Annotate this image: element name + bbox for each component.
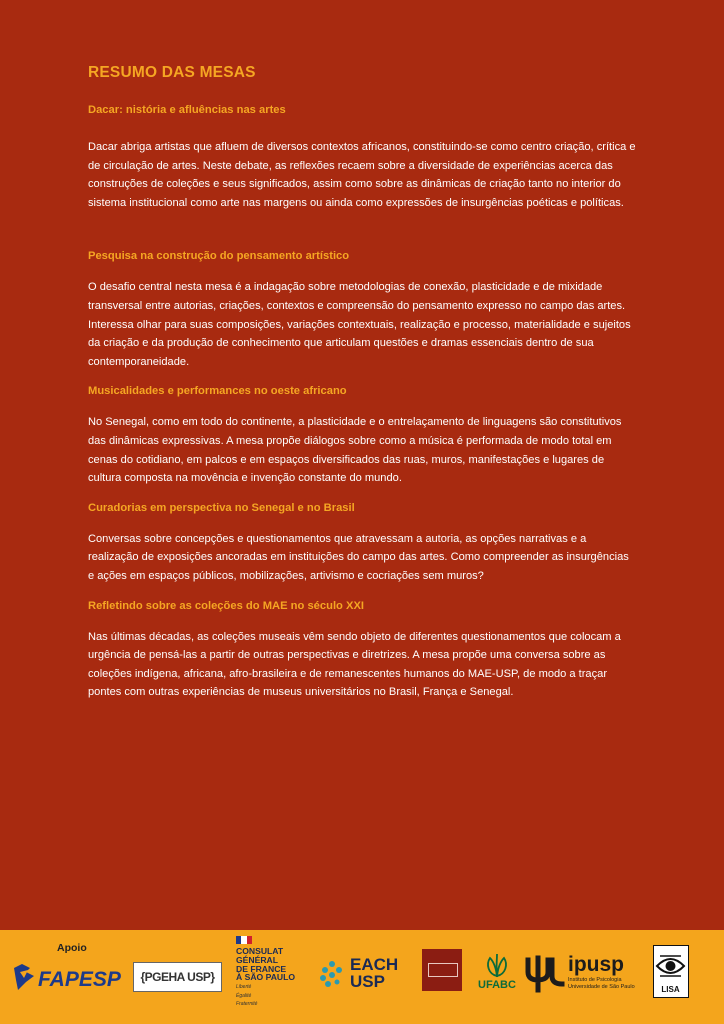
museum-emblem-icon [428, 963, 458, 977]
consulat-line: CONSULAT [236, 946, 284, 956]
lisa-text: LISA [661, 985, 680, 994]
content-column [88, 64, 636, 702]
page-title: RESUMO DAS MESAS [88, 64, 256, 81]
lisa-logo [653, 945, 689, 998]
section-heading: Dacar: nistória e afluências nas artes [88, 104, 286, 116]
consulat-motto: Liberté [236, 984, 252, 991]
ipusp-logo [524, 953, 635, 998]
section-pesquisa [88, 250, 636, 371]
section-musicalidades [88, 385, 636, 487]
ipusp-psi-icon [524, 954, 566, 994]
each-text: EACH [350, 955, 399, 974]
french-flag-icon [236, 936, 252, 944]
ipusp-subtitle: Instituto de Psicologia [568, 977, 622, 983]
section-body: Dacar abriga artistas que afluem de diversos contextos africanos, constituindo-se como centro criação, crítica e de circulação de artes. Neste debate, as reflexões recaem sobre a diversidade de experiências acerca das construções de coleções e seus significados, assim como sobre as dinâmicas de criação tanto no interior do sistema institucional como arte nas margens ou ainda como expressões de insurgências poéticas e políticas. [88, 141, 636, 209]
section-body: No Senegal, como em todo do continente, a plasticidade e o entrelaçamento de linguagens são constitutivos das dinâmicas expressivas. A mesa propõe diálogos sobre como a música é performada de modo total em cenas do cotidiano, em palcos e em espaços diversificados das ruas, muros, manifestações e lugares de cultura composta na movência e invenção constante do mundo. [88, 416, 622, 485]
consulat-line: À SÃO PAULO [236, 972, 296, 983]
apoio-label: Apoio [57, 942, 87, 954]
consulat-france-logo [236, 936, 304, 1016]
section-body: Nas últimas décadas, as coleções museais vêm sendo objeto de diferentes questionamentos que colocam a urgência de pensá-las a partir de outras perspectivas e diretrizes. A mesa propõe uma conversa sobre as coleções indígena, africana, afro-brasileira e de remanescentes humanos do MAE-USP, de modo a traçar pontes com outras experiências de museus universitários no Brasil, França e Senegal. [88, 630, 621, 699]
consulat-motto: Égalité [236, 992, 252, 999]
eye-icon [654, 948, 687, 984]
section-heading: Curadorias em perspectiva no Senegal e no Brasil [88, 501, 355, 514]
section-body: Conversas sobre concepções e questionamentos que atravessam a autoria, as opções narrativas e a realização de exposições ancoradas em instituições do campo das artes. Como compreender as insurgências e ações em espaços públicos, mobilizações, artivismo e cocriações sem muros? [88, 532, 629, 582]
ufabc-text: UFABC [478, 979, 516, 991]
consulat-motto: Fraternité [236, 1001, 258, 1008]
section-heading: Refletindo sobre as coleções do MAE no século XXI [88, 599, 365, 612]
pgeha-usp-logo: {PGEHA USP} [133, 962, 222, 992]
consulat-line: DE FRANCE [236, 963, 287, 974]
section-heading: Musicalidades e performances no oeste africano [88, 385, 347, 398]
fapesp-logo [12, 962, 124, 992]
ufabc-leaf-icon [476, 952, 518, 980]
fapesp-text: FAPESP [38, 968, 121, 991]
section-body: O desafio central nesta mesa é a indagação sobre metodologias de conexão, plasticidade e de mixidade transversal entre autorias, criações, contextos e compreensão do pensamento expresso no campo das artes. Interessa olhar para suas composições, variações contextuais, realização e processo, materialidade e sujeitos da criação e da produção de conhecimento que articulam questões e dramas essenciais dentro de sua contemporaneidade. [88, 281, 631, 368]
footer-sponsors [0, 930, 724, 1024]
section-mae [88, 600, 636, 702]
each-usp-logo [318, 956, 408, 996]
ipusp-text: ipusp [568, 953, 624, 976]
ipusp-subtitle: Universidade de São Paulo [568, 984, 635, 990]
consulat-line: GÉNÉRAL [236, 954, 279, 965]
ufabc-logo [476, 952, 518, 1000]
fapesp-icon [12, 962, 124, 992]
each-emblem-icon [318, 956, 348, 992]
section-curadorias [88, 502, 636, 586]
usp-text: USP [350, 972, 385, 991]
section-heading: Pesquisa na construção do pensamento artístico [88, 250, 350, 263]
museum-logo [422, 949, 462, 991]
section-dacar [88, 104, 636, 212]
